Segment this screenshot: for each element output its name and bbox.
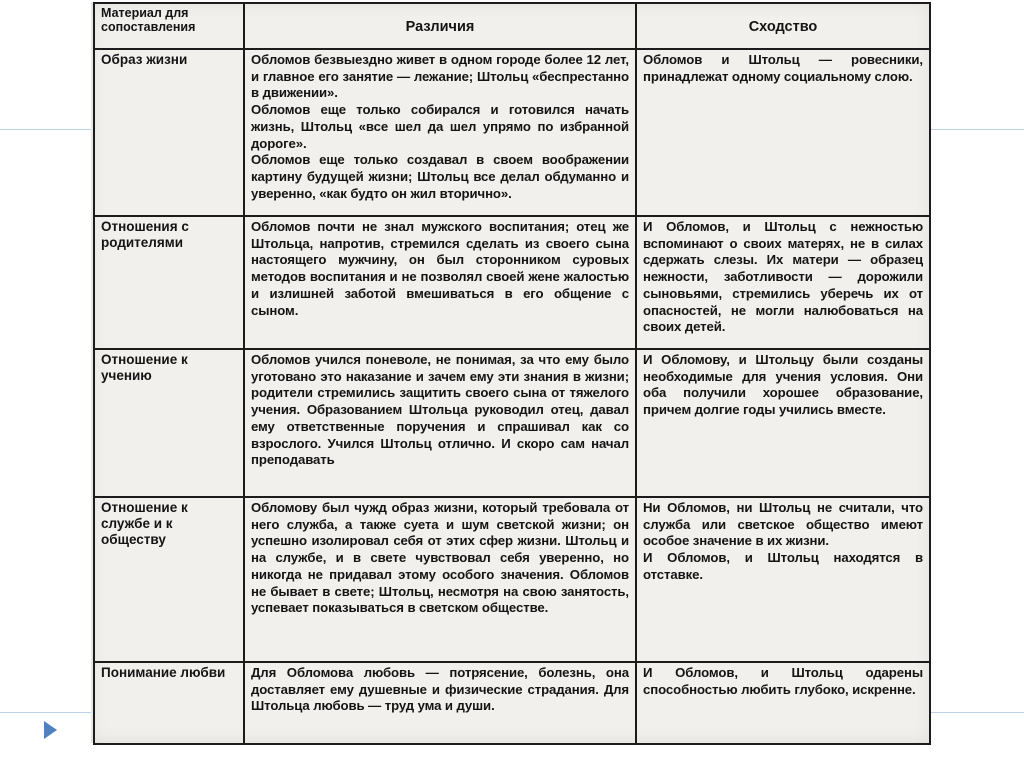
triangle-right-icon[interactable] [44,721,57,739]
difference-paragraph: Обломову был чужд образ жизни, который требовала от него служба, а также суета и шум светской жизни; он успешно изолировал себя от этих сфер жизни. Штольц и на службе, и в свете чувствовал себя уверенно, но никогда не придавал этому особого значения. Обломов не бывает в свете; Штольц, несмотря на свою занятость, успевает показываться в светском обществе. [251,500,629,616]
similarity-paragraph: И Обломов, и Штольц одарены способностью любить глубоко, искренне. [643,665,923,697]
similarity-paragraph: И Обломов, и Штольц с нежностью вспоминают о своих матерях, не в силах сдержать слезы. Их матери — образец нежности, заботливости — дорожили сыновьями, стремились уберечь их от опасностей, не могли налюбоваться на своих детей. [643,219,923,335]
row-differences [244,216,636,349]
similarity-paragraph: Ни Обломов, ни Штольц не считали, что служба или светское общество имеют особое значение в их жизни. [643,500,923,549]
difference-paragraph: Для Обломова любовь — потрясение, болезнь, она доставляет ему душевные и физические страдания. Для Штольца любовь — труд ума и души. [251,665,629,714]
slide-decoration-line [0,712,91,713]
difference-paragraph: Обломов еще только собирался и готовился начать жизнь, Штольц «все шел да шел упрямо по избранной дороге». [251,102,629,151]
row-differences [244,662,636,744]
slide-decoration-line [931,129,1024,130]
difference-paragraph: Обломов почти не знал мужского воспитания; отец же Штольца, напротив, стремился сделать из своего сына настоящего мужчину, он был сторонником суровых методов воспитания и не позволял своей жене жалостью и излишней заботой вмешиваться в его общение с сыном. [251,219,629,318]
slide-decoration-line [0,129,91,130]
table-row [94,349,930,497]
table-row [94,662,930,744]
table-header-row [94,3,930,49]
row-differences [244,49,636,216]
row-similarity [636,216,930,349]
header-material: Материал для сопоставления [94,3,244,49]
row-similarity [636,49,930,216]
similarity-paragraph: И Обломов, и Штольц находятся в отставке. [643,550,923,582]
table-row [94,216,930,349]
row-similarity [636,662,930,744]
similarity-paragraph: И Обломову, и Штольцу были созданы необходимые для учения условия. Они оба получили хорошее образование, причем долгие годы учились вместе. [643,352,923,418]
difference-paragraph: Обломов безвыездно живет в одном городе более 12 лет, и главное его занятие — лежание; Штольц «беспрестанно в движении». [251,52,629,101]
header-differences: Различия [244,3,636,49]
table-row [94,49,930,216]
difference-paragraph: Обломов еще только создавал в своем воображении картину будущей жизни; Штольц все делал обдуманно и уверенно, «как будто он жил вторично». [251,152,629,201]
comparison-table [93,2,931,745]
row-aspect: Отношение к учению [94,349,244,497]
row-differences [244,497,636,662]
difference-paragraph: Обломов учился поневоле, не понимая, за что ему было уготовано это наказание и зачем ему эти знания в жизни; родители стремились защитить своего сына от тяжелого учения. Образованием Штольца руководил отец, давал ему ответственные поручения и спрашивал как со взрослого. Учился Штольц отлично. И скоро сам начал преподавать [251,352,629,468]
header-similarity: Сходство [636,3,930,49]
row-aspect: Понимание любви [94,662,244,744]
row-aspect: Отношение к службе и к обществу [94,497,244,662]
row-similarity [636,497,930,662]
row-differences [244,349,636,497]
table-row [94,497,930,662]
similarity-paragraph: Обломов и Штольц — ровесники, принадлежат одному социальному слою. [643,52,923,84]
row-similarity [636,349,930,497]
row-aspect: Отношения с родителями [94,216,244,349]
row-aspect: Образ жизни [94,49,244,216]
slide-decoration-line [931,712,1024,713]
